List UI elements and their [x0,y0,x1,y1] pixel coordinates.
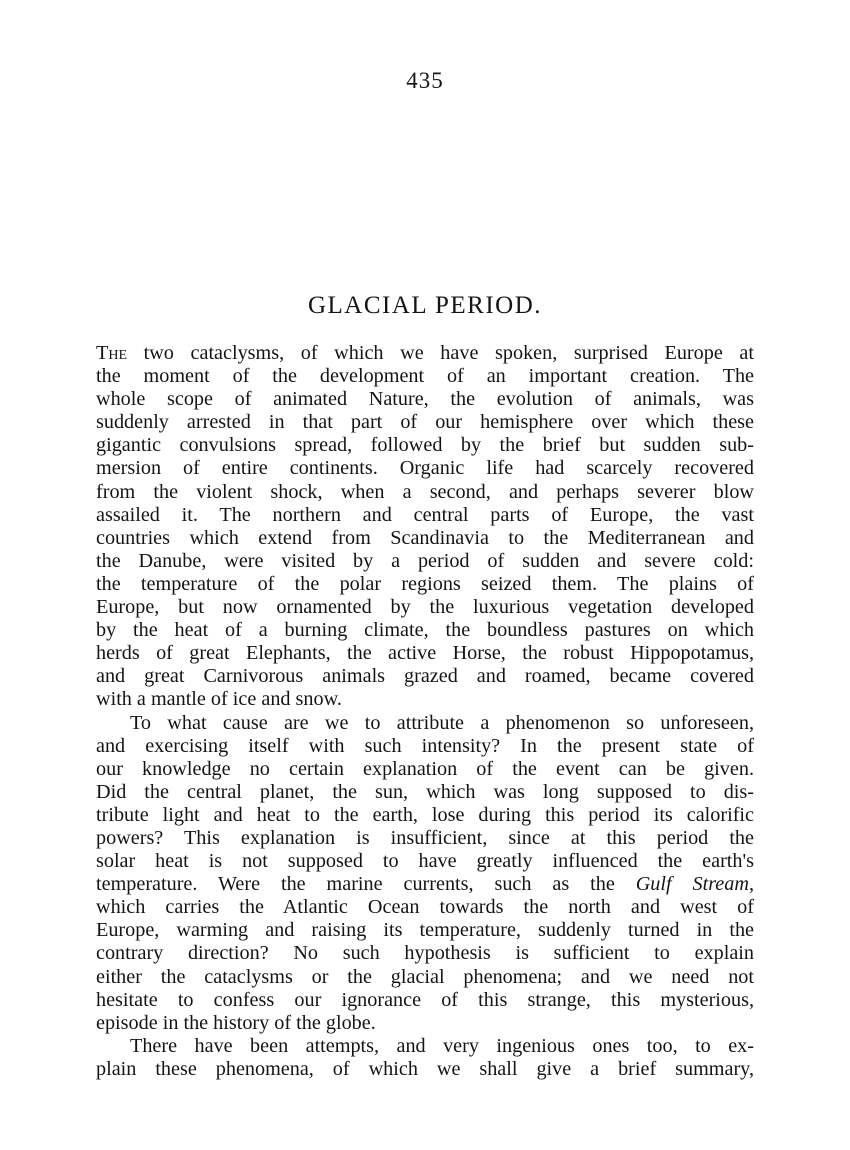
chapter-title: GLACIAL PERIOD. [307,292,543,319]
text-line: the temperature of the polar regions seized them. The plains of [96,572,754,595]
text-line: suddenly arrested in that part of our hemisphere over which these [96,411,754,434]
text-line: herds of great Elephants, the active Horse, the robust Hippopotamus, [96,642,754,665]
text-line: powers? This explanation is insufficient, since at this period the [96,826,754,849]
text-line: Did the central planet, the sun, which was long supposed to dis- [96,780,754,803]
drop-lead-word: The [96,342,127,364]
text-line: and great Carnivorous animals grazed and roamed, became covered [96,665,754,688]
text-line: There have been attempts, and very ingenious ones too, to ex- [130,1034,754,1057]
italic-term: Gulf Stream [635,873,749,896]
text-line: the moment of the development of an important creation. The [96,365,754,388]
text-line: from the violent shock, when a second, and perhaps severer blow [96,480,754,503]
text-line: episode in the history of the globe. [96,1011,376,1034]
text-line: mersion of entire continents. Organic life had scarcely recovered [96,457,754,480]
text-line: assailed it. The northern and central parts of Europe, the vast [96,503,754,526]
text-line: whole scope of animated Nature, the evolution of animals, was [96,388,754,411]
text-line: our knowledge no certain explanation of the event can be given. [96,757,754,780]
text-line: hesitate to confess our ignorance of this strange, this mysterious, [96,988,754,1011]
page-number: 435 [406,68,444,93]
text-line: temperature. Were the marine currents, such as the Gulf Stream, [96,873,754,896]
text-line: by the heat of a burning climate, the boundless pastures on which [96,619,754,642]
text-line: Europe, but now ornamented by the luxurious vegetation developed [96,596,754,619]
text-line: either the cataclysms or the glacial phenomena; and we need not [96,965,754,988]
text-line: countries which extend from Scandinavia to the Mediterranean and [96,526,754,549]
text-line: contrary direction? No such hypothesis is sufficient to explain [96,942,754,965]
paragraph-1 [96,342,754,712]
text-line: Europe, warming and raising its temperature, suddenly turned in the [96,919,754,942]
text-line: plain these phenomena, of which we shall give a brief summary, [96,1057,754,1080]
text-line: which carries the Atlantic Ocean towards the north and west of [96,896,754,919]
text-line: gigantic convulsions spread, followed by the brief but sudden sub- [96,434,754,457]
text-line: tribute light and heat to the earth, lose during this period its calorific [96,803,754,826]
text-line: To what cause are we to attribute a phenomenon so unforeseen, [130,711,754,734]
text-line: solar heat is not supposed to have greatly influenced the earth's [96,850,754,873]
text-line: and exercising itself with such intensity? In the present state of [96,734,754,757]
text-line: with a mantle of ice and snow. [96,688,342,711]
text-line: The two cataclysms, of which we have spoken, surprised Europe at [96,342,754,364]
body-text [96,342,754,1081]
paragraph-2 [96,712,754,1035]
text-line: the Danube, were visited by a period of sudden and severe cold: [96,549,754,572]
paragraph-3 [96,1035,754,1081]
